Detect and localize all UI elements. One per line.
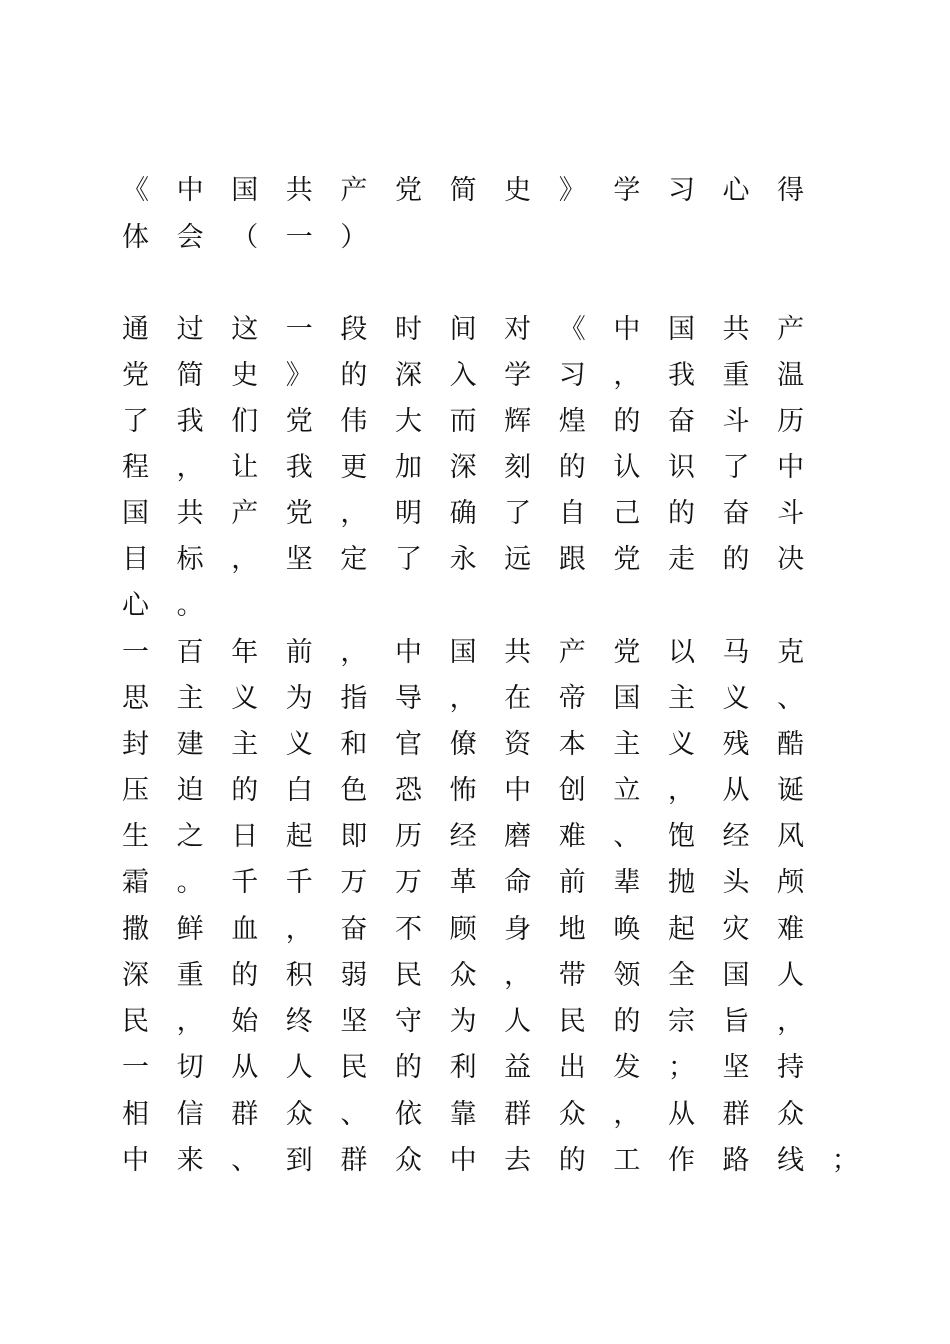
glyph: 顾	[449, 914, 477, 945]
glyph: 一	[122, 1052, 149, 1083]
glyph: 义	[667, 729, 695, 760]
glyph: 难	[777, 914, 805, 945]
glyph: 重	[176, 960, 204, 991]
glyph: 的	[231, 960, 259, 991]
glyph: 决	[777, 544, 805, 575]
glyph: 深	[122, 960, 149, 991]
glyph: 迫	[176, 775, 204, 806]
glyph: 义	[722, 683, 750, 714]
glyph: 作	[667, 1145, 695, 1176]
glyph: 产	[340, 175, 368, 206]
glyph: 习	[558, 360, 586, 391]
glyph: 白	[285, 775, 313, 806]
glyph: ，	[667, 775, 695, 806]
glyph: 标	[176, 544, 204, 575]
glyph: 我	[667, 360, 695, 391]
glyph: 的	[394, 1052, 422, 1083]
body-line-5	[122, 494, 832, 534]
glyph: 即	[340, 821, 368, 852]
glyph: 之	[176, 821, 204, 852]
glyph: 为	[285, 683, 313, 714]
glyph: ；	[831, 1145, 859, 1176]
glyph: 本	[558, 729, 586, 760]
glyph: 去	[504, 1145, 532, 1176]
glyph: 煌	[558, 406, 586, 437]
glyph: 明	[394, 498, 422, 529]
glyph: 年	[231, 637, 259, 668]
glyph: 终	[285, 1006, 313, 1037]
glyph: 习	[667, 175, 695, 206]
glyph: 共	[722, 314, 750, 345]
glyph: ，	[613, 360, 641, 391]
glyph: 辈	[613, 867, 641, 898]
glyph: 一	[122, 637, 149, 668]
glyph: 颅	[777, 867, 805, 898]
glyph: 的	[613, 406, 641, 437]
glyph: 血	[231, 914, 259, 945]
glyph: 走	[667, 544, 695, 575]
glyph: 、	[613, 821, 641, 852]
glyph: 工	[613, 1145, 641, 1176]
glyph: 奋	[667, 406, 695, 437]
glyph: 为	[449, 1006, 477, 1037]
glyph: 国	[122, 498, 149, 529]
glyph: 时	[394, 314, 422, 345]
glyph: 、	[340, 1099, 368, 1130]
glyph: 起	[667, 914, 695, 945]
glyph: 唤	[613, 914, 641, 945]
glyph: 日	[231, 821, 259, 852]
glyph: 国	[613, 683, 641, 714]
glyph: 出	[558, 1052, 586, 1083]
glyph: 弱	[340, 960, 368, 991]
glyph: 群	[231, 1099, 259, 1130]
glyph: 深	[449, 452, 477, 483]
glyph: 众	[449, 960, 477, 991]
glyph: ，	[231, 544, 259, 575]
glyph: 经	[722, 821, 750, 852]
glyph: 思	[122, 683, 149, 714]
body-line-1	[122, 310, 832, 350]
glyph: 中	[176, 175, 204, 206]
glyph: 目	[122, 544, 149, 575]
glyph: 们	[231, 406, 259, 437]
glyph: 切	[176, 1052, 204, 1083]
glyph: 辉	[504, 406, 532, 437]
glyph: ，	[285, 914, 313, 945]
glyph: 远	[504, 544, 532, 575]
glyph: 伟	[340, 406, 368, 437]
glyph: 以	[667, 637, 695, 668]
glyph: 中	[449, 1145, 477, 1176]
glyph: 义	[231, 683, 259, 714]
glyph: 撒	[122, 914, 149, 945]
glyph: 坚	[722, 1052, 750, 1083]
glyph: ，	[613, 1099, 641, 1130]
glyph: 了	[122, 406, 149, 437]
glyph: 万	[340, 867, 368, 898]
glyph: 大	[394, 406, 422, 437]
body-line-2	[122, 356, 832, 396]
glyph: 资	[504, 729, 532, 760]
body-line-8	[122, 633, 832, 673]
glyph: 让	[231, 452, 259, 483]
glyph: 了	[722, 452, 750, 483]
title-line-2	[122, 218, 395, 258]
glyph: 线	[777, 1145, 805, 1176]
glyph: 过	[176, 314, 204, 345]
glyph: 残	[722, 729, 750, 760]
glyph: 前	[285, 637, 313, 668]
glyph: 民	[122, 1006, 149, 1037]
glyph: 靠	[449, 1099, 477, 1130]
glyph: 积	[285, 960, 313, 991]
glyph: 前	[558, 867, 586, 898]
body-line-14	[122, 910, 832, 950]
glyph: 加	[394, 452, 422, 483]
glyph: 怖	[449, 775, 477, 806]
glyph: 建	[176, 729, 204, 760]
glyph: 经	[449, 821, 477, 852]
glyph: ，	[340, 637, 368, 668]
glyph: 产	[231, 498, 259, 529]
glyph: 发	[613, 1052, 641, 1083]
glyph: 的	[231, 775, 259, 806]
glyph: 温	[777, 360, 805, 391]
glyph: 党	[613, 637, 641, 668]
glyph: ，	[176, 452, 204, 483]
glyph: 》	[558, 175, 586, 206]
glyph: 封	[122, 729, 149, 760]
glyph: （	[231, 222, 259, 253]
glyph: 人	[777, 960, 805, 991]
glyph: 国	[667, 314, 695, 345]
glyph: 这	[231, 314, 259, 345]
glyph: 导	[394, 683, 422, 714]
glyph: 主	[231, 729, 259, 760]
glyph: 简	[449, 175, 477, 206]
glyph: 》	[285, 360, 313, 391]
glyph: 的	[613, 1006, 641, 1037]
glyph: 中	[504, 775, 532, 806]
glyph: 了	[504, 498, 532, 529]
glyph: 史	[504, 175, 532, 206]
glyph: ，	[504, 960, 532, 991]
glyph: 人	[504, 1006, 532, 1037]
glyph: 我	[176, 406, 204, 437]
glyph: 路	[722, 1145, 750, 1176]
glyph: 学	[613, 175, 641, 206]
glyph: 中	[777, 452, 805, 483]
glyph: 共	[176, 498, 204, 529]
glyph: 千	[231, 867, 259, 898]
glyph: 《	[558, 314, 586, 345]
glyph: 地	[558, 914, 586, 945]
body-line-19	[122, 1141, 886, 1181]
glyph: 永	[449, 544, 477, 575]
glyph: 产	[558, 637, 586, 668]
glyph: 守	[394, 1006, 422, 1037]
glyph: 从	[231, 1052, 259, 1083]
glyph: 的	[340, 360, 368, 391]
body-line-6	[122, 540, 832, 580]
glyph: 的	[558, 1145, 586, 1176]
glyph: 群	[340, 1145, 368, 1176]
glyph: 帝	[558, 683, 586, 714]
glyph: 义	[285, 729, 313, 760]
glyph: 起	[285, 821, 313, 852]
glyph: 党	[122, 360, 149, 391]
glyph: 《	[122, 175, 149, 206]
glyph: 色	[340, 775, 368, 806]
glyph: 共	[504, 637, 532, 668]
glyph: 信	[176, 1099, 204, 1130]
glyph: 依	[394, 1099, 422, 1130]
glyph: 体	[122, 222, 149, 253]
glyph: 党	[285, 406, 313, 437]
glyph: ，	[777, 1006, 805, 1037]
title-line-1	[122, 171, 832, 211]
glyph: 定	[340, 544, 368, 575]
glyph: 酷	[777, 729, 805, 760]
glyph: 斗	[722, 406, 750, 437]
glyph: 领	[613, 960, 641, 991]
glyph: 坚	[285, 544, 313, 575]
glyph: 我	[285, 452, 313, 483]
glyph: 民	[340, 1052, 368, 1083]
body-line-11	[122, 771, 832, 811]
glyph: 众	[394, 1145, 422, 1176]
glyph: 产	[777, 314, 805, 345]
glyph: 众	[777, 1099, 805, 1130]
glyph: 众	[558, 1099, 586, 1130]
glyph: 奋	[340, 914, 368, 945]
glyph: 的	[558, 452, 586, 483]
glyph: 百	[176, 637, 204, 668]
glyph: 革	[449, 867, 477, 898]
glyph: ，	[449, 683, 477, 714]
glyph: 对	[504, 314, 532, 345]
glyph: 国	[231, 175, 259, 206]
glyph: 一	[285, 222, 313, 253]
glyph: ，	[340, 498, 368, 529]
glyph: 主	[667, 683, 695, 714]
glyph: 灾	[722, 914, 750, 945]
glyph: 党	[394, 175, 422, 206]
glyph: 。	[176, 590, 204, 621]
glyph: 主	[613, 729, 641, 760]
glyph: 主	[176, 683, 204, 714]
glyph: 党	[613, 544, 641, 575]
glyph: 诞	[777, 775, 805, 806]
glyph: 了	[394, 544, 422, 575]
body-line-15	[122, 956, 832, 996]
glyph: 重	[722, 360, 750, 391]
glyph: 到	[285, 1145, 313, 1176]
glyph: 和	[340, 729, 368, 760]
glyph: 识	[667, 452, 695, 483]
glyph: 不	[394, 914, 422, 945]
glyph: 带	[558, 960, 586, 991]
glyph: 鲜	[176, 914, 204, 945]
glyph: 刻	[504, 452, 532, 483]
glyph: 全	[667, 960, 695, 991]
glyph: 难	[558, 821, 586, 852]
body-line-10	[122, 725, 832, 765]
glyph: 跟	[558, 544, 586, 575]
glyph: 中	[613, 314, 641, 345]
glyph: 磨	[504, 821, 532, 852]
glyph: 认	[613, 452, 641, 483]
glyph: 克	[777, 637, 805, 668]
glyph: 通	[122, 314, 149, 345]
glyph: 始	[231, 1006, 259, 1037]
glyph: 从	[667, 1099, 695, 1130]
glyph: 创	[558, 775, 586, 806]
body-line-7	[122, 586, 231, 626]
glyph: 入	[449, 360, 477, 391]
glyph: 、	[231, 1145, 259, 1176]
glyph: 饱	[667, 821, 695, 852]
glyph: 利	[449, 1052, 477, 1083]
glyph: 官	[394, 729, 422, 760]
glyph: 万	[394, 867, 422, 898]
glyph: 。	[176, 867, 204, 898]
body-line-12	[122, 817, 832, 857]
glyph: 僚	[449, 729, 477, 760]
glyph: 宗	[667, 1006, 695, 1037]
glyph: 压	[122, 775, 149, 806]
glyph: 风	[777, 821, 805, 852]
glyph: ）	[340, 222, 368, 253]
glyph: 人	[285, 1052, 313, 1083]
glyph: 一	[285, 314, 313, 345]
glyph: 恐	[394, 775, 422, 806]
glyph: 霜	[122, 867, 149, 898]
body-line-16	[122, 1002, 832, 1042]
glyph: 民	[394, 960, 422, 991]
glyph: 历	[394, 821, 422, 852]
glyph: 民	[558, 1006, 586, 1037]
body-line-18	[122, 1095, 832, 1135]
glyph: 心	[722, 175, 750, 206]
glyph: 相	[122, 1099, 149, 1130]
glyph: 千	[285, 867, 313, 898]
glyph: 的	[722, 544, 750, 575]
glyph: 众	[285, 1099, 313, 1130]
glyph: 确	[449, 498, 477, 529]
glyph: 在	[504, 683, 532, 714]
glyph: 心	[122, 590, 149, 621]
glyph: 群	[504, 1099, 532, 1130]
glyph: 斗	[777, 498, 805, 529]
glyph: 群	[722, 1099, 750, 1130]
glyph: 持	[777, 1052, 805, 1083]
glyph: 旨	[722, 1006, 750, 1037]
glyph: 的	[667, 498, 695, 529]
body-line-13	[122, 863, 832, 903]
glyph: 坚	[340, 1006, 368, 1037]
glyph: 段	[340, 314, 368, 345]
glyph: 历	[777, 406, 805, 437]
glyph: 来	[176, 1145, 204, 1176]
glyph: 指	[340, 683, 368, 714]
glyph: 己	[613, 498, 641, 529]
glyph: 党	[285, 498, 313, 529]
glyph: 、	[777, 683, 805, 714]
glyph: 更	[340, 452, 368, 483]
glyph: 简	[176, 360, 204, 391]
glyph: 头	[722, 867, 750, 898]
body-line-3	[122, 402, 832, 442]
glyph: 从	[722, 775, 750, 806]
glyph: 得	[777, 175, 805, 206]
glyph: 会	[176, 222, 204, 253]
glyph: 身	[504, 914, 532, 945]
glyph: 马	[722, 637, 750, 668]
glyph: ，	[176, 1006, 204, 1037]
glyph: 学	[504, 360, 532, 391]
glyph: 中	[394, 637, 422, 668]
glyph: 中	[122, 1145, 149, 1176]
body-line-17	[122, 1048, 832, 1088]
glyph: 奋	[722, 498, 750, 529]
glyph: 立	[613, 775, 641, 806]
glyph: 命	[504, 867, 532, 898]
glyph: 深	[394, 360, 422, 391]
glyph: 国	[722, 960, 750, 991]
glyph: 间	[449, 314, 477, 345]
glyph: 程	[122, 452, 149, 483]
body-line-4	[122, 448, 832, 488]
glyph: 抛	[667, 867, 695, 898]
glyph: 益	[504, 1052, 532, 1083]
glyph: 而	[449, 406, 477, 437]
glyph: ；	[667, 1052, 695, 1083]
glyph: 国	[449, 637, 477, 668]
glyph: 共	[285, 175, 313, 206]
body-line-9	[122, 679, 832, 719]
glyph: 史	[231, 360, 259, 391]
glyph: 自	[558, 498, 586, 529]
glyph: 生	[122, 821, 149, 852]
